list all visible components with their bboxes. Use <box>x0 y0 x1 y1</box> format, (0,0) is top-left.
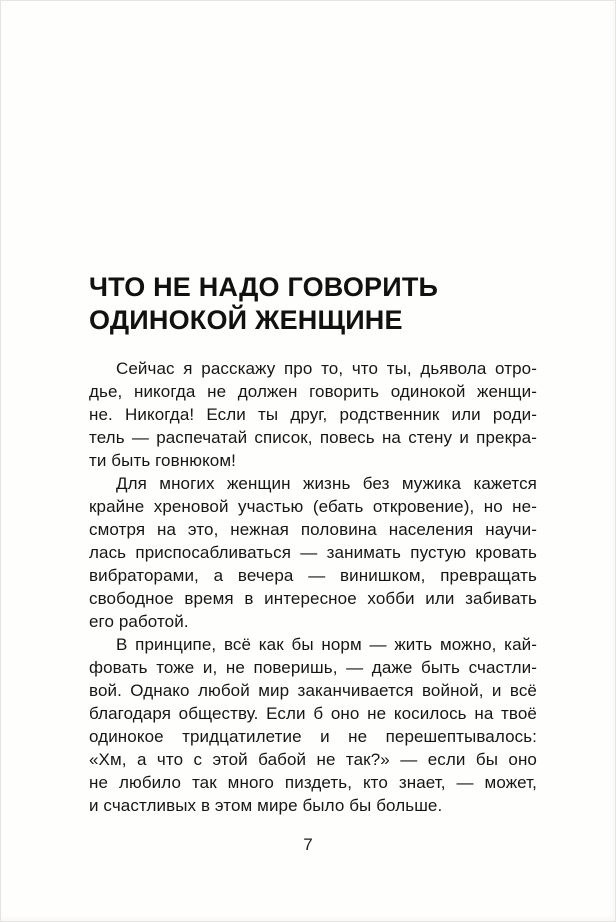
paragraph-line: не любило так много пиздеть, кто знает, — может, <box>89 773 537 792</box>
paragraph-line: ти быть говнюком! <box>89 451 236 470</box>
paragraph-line: смотря на это, нежная половина населения научи- <box>89 520 537 539</box>
paragraph-line: благодаря обществу. Если б оно не косилось на твоё <box>89 704 537 723</box>
paragraph-line: крайне хреновой участью (ебать откровение), но не- <box>89 497 537 516</box>
paragraph-line: вой. Однако любой мир заканчивается войной, и всё <box>89 681 537 700</box>
text-block <box>89 271 537 817</box>
paragraph <box>89 357 537 472</box>
chapter-title <box>89 271 537 337</box>
paragraph-line: «Хм, а что с этой бабой не так?» — если бы оно <box>89 750 537 769</box>
paragraph-line: Сейчас я расскажу про то, что ты, дьявола отро- <box>116 359 537 378</box>
paragraph-line: фовать тоже и, не поверишь, — даже быть счастли- <box>89 658 537 677</box>
paragraph-line: свободное время в интересное хобби или забивать <box>89 589 537 608</box>
paragraph-line: Для многих женщин жизнь без мужика кажется <box>116 474 537 493</box>
paragraph-line: и счастливых в этом мире было бы больше. <box>89 796 443 815</box>
paragraph-line: В принципе, всё как бы норм — жить можно, кай- <box>116 635 537 654</box>
paragraph-line: вибраторами, а вечера — винишком, превращать <box>89 566 537 585</box>
paragraph-line: дье, никогда не должен говорить одинокой женщи- <box>89 382 537 401</box>
paragraph-line: тель — распечатай список, повесь на стену и прекра- <box>89 428 537 447</box>
paragraph <box>89 472 537 633</box>
paragraph-line: не. Никогда! Если ты друг, родственник или роди- <box>89 405 537 424</box>
paragraph-line: лась приспосабливаться — занимать пустую кровать <box>89 543 537 562</box>
paragraph-line: одинокое тридцатилетие и не перешептывалось: <box>89 727 537 746</box>
body-text <box>89 357 537 817</box>
chapter-title-line: ЧТО НЕ НАДО ГОВОРИТЬ <box>89 272 439 302</box>
paragraph-line: его работой. <box>89 612 189 631</box>
page-number: 7 <box>303 835 313 854</box>
chapter-title-line: ОДИНОКОЙ ЖЕНЩИНЕ <box>89 305 403 335</box>
paragraph <box>89 633 537 817</box>
